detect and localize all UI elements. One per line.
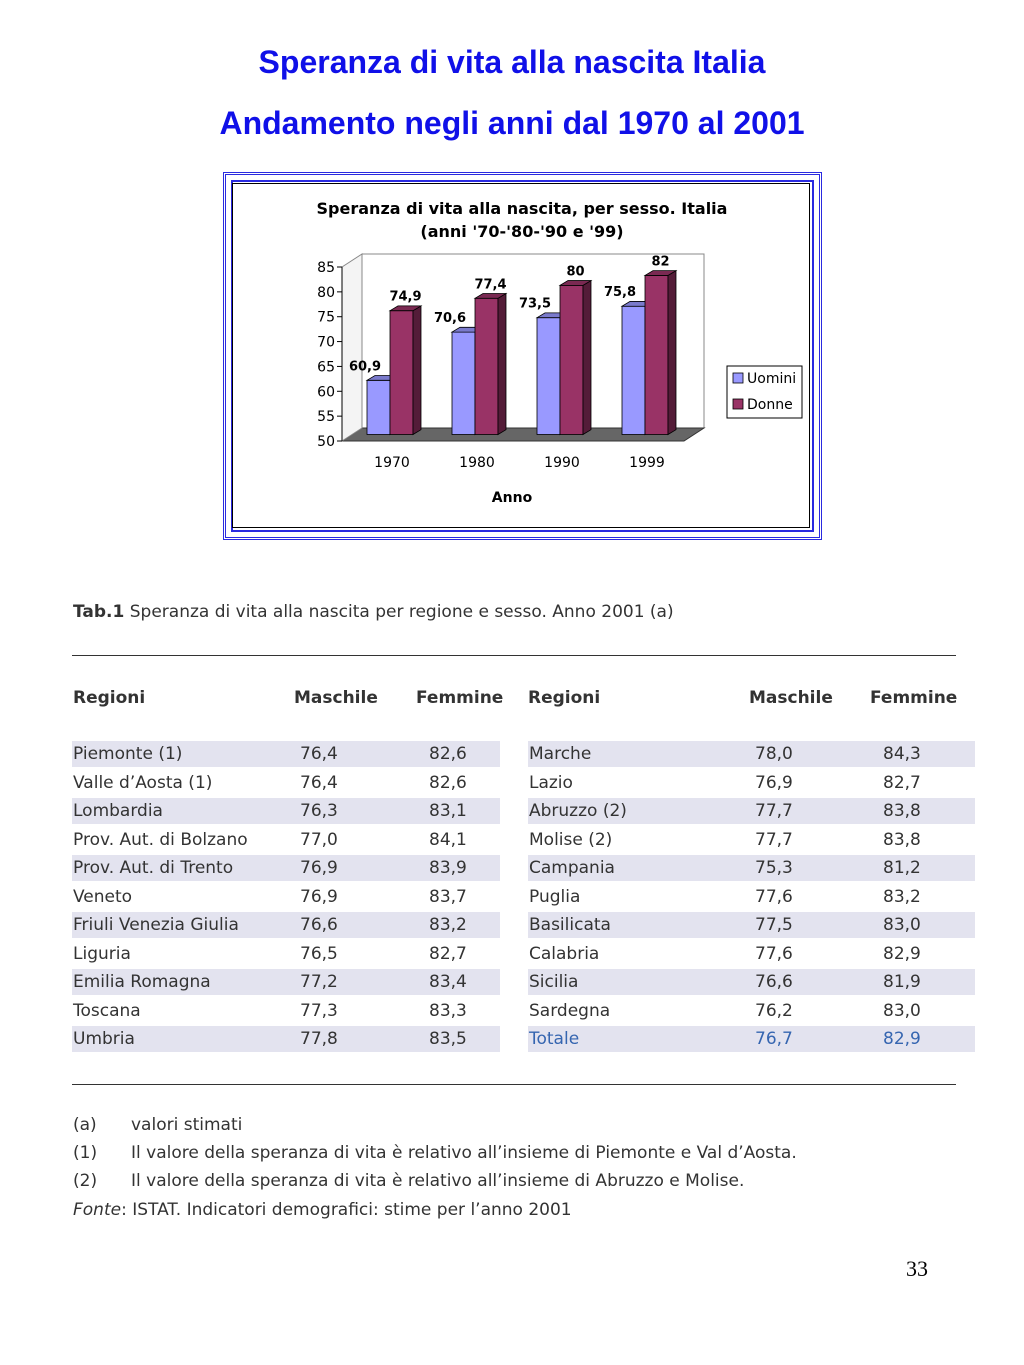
cell-male: 76,9 — [300, 858, 338, 878]
cell-region: Umbria — [73, 1029, 135, 1049]
x-tick-label: 1999 — [629, 455, 665, 471]
table-row — [72, 969, 500, 995]
cell-female: 83,0 — [883, 915, 921, 935]
cell-region: Marche — [529, 744, 592, 764]
y-tick-label: 50 — [317, 434, 335, 450]
x-tick-label: 1970 — [374, 455, 410, 471]
footnote — [73, 1115, 923, 1137]
cell-female: 82,9 — [883, 943, 921, 964]
x-tick-label: 1980 — [459, 455, 495, 471]
cell-region: Sardegna — [529, 1000, 611, 1021]
data-label: 75,8 — [603, 285, 637, 301]
legend-swatch — [733, 373, 743, 383]
cell-female: 83,0 — [883, 1000, 921, 1021]
y-tick-label: 70 — [317, 334, 335, 351]
cell-region: Totale — [529, 1029, 580, 1049]
source-label: Fonte — [73, 1200, 122, 1220]
table-row — [72, 1026, 500, 1052]
table-row — [528, 741, 975, 767]
cell-male: 76,2 — [755, 1000, 793, 1021]
cell-male: 77,2 — [300, 972, 338, 992]
cell-male: 75,3 — [755, 858, 793, 878]
table-row — [528, 969, 975, 995]
data-label: 82 — [651, 254, 670, 270]
table-row — [528, 855, 975, 881]
page-subtitle: Andamento negli anni dal 1970 al 2001 — [219, 105, 805, 141]
cell-region: Prov. Aut. di Bolzano — [73, 829, 248, 850]
table-row — [528, 884, 975, 910]
y-tick-label: 85 — [317, 260, 335, 276]
y-tick-label: 75 — [317, 309, 335, 326]
header-maschile-right: Maschile — [749, 688, 833, 708]
page-number: 33 — [906, 1256, 928, 1281]
cell-female: 83,5 — [429, 1029, 467, 1049]
header-regioni-right: Regioni — [528, 688, 601, 708]
cell-female: 83,7 — [429, 886, 467, 907]
legend-label: Donne — [747, 397, 793, 413]
cell-region: Lombardia — [73, 801, 163, 821]
cell-male: 78,0 — [755, 744, 793, 764]
cell-male: 76,4 — [300, 744, 338, 764]
footnote-mark: (2) — [73, 1171, 98, 1191]
table-label: Tab.1 — [73, 602, 125, 622]
y-tick-label: 60 — [317, 384, 335, 401]
bar-donne — [475, 298, 498, 434]
chart-title: Speranza di vita alla nascita, per sesso. Italia — [316, 199, 728, 218]
table-row — [528, 941, 975, 967]
footnote-text: Il valore della speranza di vita è relativo all’insieme di Piemonte e Val d’Aosta. — [131, 1143, 797, 1163]
cell-region: Campania — [529, 858, 615, 878]
y-tick-label: 55 — [317, 409, 335, 426]
cell-female: 84,1 — [429, 829, 467, 850]
cell-female: 84,3 — [883, 744, 921, 764]
cell-male: 77,7 — [755, 801, 793, 821]
x-tick-label: 1990 — [544, 455, 580, 471]
cell-region: Toscana — [73, 1000, 141, 1021]
cell-region: Friuli Venezia Giulia — [73, 915, 239, 935]
table-top-rule — [72, 655, 956, 656]
bar-side — [668, 271, 676, 435]
cell-male: 76,7 — [755, 1029, 793, 1049]
legend-label: Uomini — [747, 371, 797, 387]
cell-region: Sicilia — [529, 972, 579, 992]
table-row — [72, 912, 500, 938]
bar-uomini — [622, 306, 645, 434]
bar-uomini — [452, 332, 475, 434]
cell-female: 83,8 — [883, 829, 921, 850]
cell-region: Lazio — [529, 772, 573, 793]
cell-male: 76,5 — [300, 943, 338, 964]
bar-side — [498, 293, 506, 434]
table-row-total — [528, 1026, 975, 1052]
cell-male: 77,5 — [755, 915, 793, 935]
bar-donne — [390, 311, 413, 435]
table-row — [72, 798, 500, 824]
table-row — [528, 827, 975, 853]
table-row — [72, 741, 500, 767]
cell-female: 82,6 — [429, 744, 467, 764]
table-row — [72, 884, 500, 910]
x-axis-title: Anno — [491, 490, 533, 506]
cell-male: 77,7 — [755, 829, 793, 850]
data-label: 73,5 — [518, 296, 552, 312]
chart-side-wall — [342, 254, 362, 441]
cell-male: 76,6 — [300, 915, 338, 935]
footnote — [73, 1143, 923, 1165]
bar-uomini — [367, 380, 390, 434]
table-row — [72, 770, 500, 796]
cell-region: Emilia Romagna — [73, 972, 211, 992]
footnote — [73, 1171, 923, 1193]
cell-female: 83,3 — [429, 1000, 467, 1021]
table-row — [528, 912, 975, 938]
y-tick-label: 65 — [317, 359, 335, 376]
cell-female: 83,4 — [429, 972, 467, 992]
cell-male: 76,4 — [300, 772, 338, 793]
table-bottom-rule — [72, 1084, 956, 1085]
bar-side — [413, 306, 421, 435]
data-label: 80 — [566, 264, 585, 280]
table-row — [528, 998, 975, 1024]
cell-male: 76,3 — [300, 801, 338, 821]
cell-male: 77,6 — [755, 886, 793, 907]
cell-female: 81,2 — [883, 858, 921, 878]
bar-donne — [560, 285, 583, 434]
bar-side — [583, 281, 591, 435]
cell-female: 82,9 — [883, 1029, 921, 1049]
cell-female: 82,7 — [429, 943, 467, 964]
cell-female: 83,9 — [429, 858, 467, 878]
chart-subtitle: (anni '70-'80-'90 e '99) — [420, 222, 624, 241]
footnote-text: Il valore della speranza di vita è relativo all’insieme di Abruzzo e Molise. — [131, 1171, 745, 1191]
cell-male: 77,6 — [755, 943, 793, 964]
table-caption: Speranza di vita alla nascita per regione e sesso. Anno 2001 (a) — [129, 602, 674, 622]
data-label: 70,6 — [433, 311, 467, 327]
cell-male: 77,3 — [300, 1000, 338, 1021]
table-row — [72, 941, 500, 967]
header-femmine-right: Femmine — [870, 688, 958, 708]
table-row — [528, 770, 975, 796]
header-regioni-left: Regioni — [73, 688, 146, 708]
cell-region: Puglia — [529, 886, 581, 907]
footnote-mark: (1) — [73, 1143, 98, 1163]
bar-donne — [645, 275, 668, 434]
legend-swatch — [733, 399, 743, 409]
data-label: 74,9 — [389, 289, 422, 305]
footnote-text: valori stimati — [131, 1115, 243, 1135]
footnote-mark: (a) — [73, 1115, 97, 1135]
cell-female: 83,2 — [883, 886, 921, 907]
source-note — [73, 1200, 572, 1220]
cell-male: 76,6 — [755, 972, 793, 992]
page-title: Speranza di vita alla nascita Italia — [258, 44, 766, 80]
table-row — [72, 827, 500, 853]
table-row — [72, 855, 500, 881]
cell-female: 81,9 — [883, 972, 921, 992]
cell-male: 77,0 — [300, 829, 338, 850]
cell-female: 83,8 — [883, 801, 921, 821]
bar-chart — [232, 183, 810, 528]
cell-region: Basilicata — [529, 915, 611, 935]
cell-region: Abruzzo (2) — [529, 801, 627, 821]
cell-region: Molise (2) — [529, 829, 613, 850]
cell-male: 77,8 — [300, 1029, 338, 1049]
cell-female: 83,1 — [429, 801, 467, 821]
y-tick-label: 80 — [317, 284, 335, 301]
cell-region: Piemonte (1) — [73, 744, 183, 764]
header-maschile-left: Maschile — [294, 688, 378, 708]
data-label: 60,9 — [348, 359, 382, 375]
cell-region: Veneto — [73, 886, 133, 907]
cell-male: 76,9 — [755, 772, 793, 793]
bar-uomini — [537, 318, 560, 435]
cell-female: 82,7 — [883, 772, 921, 793]
source-text: : ISTAT. Indicatori demografici: stime per l’anno 2001 — [121, 1200, 572, 1220]
table-row — [528, 798, 975, 824]
cell-region: Liguria — [73, 943, 131, 964]
cell-male: 76,9 — [300, 886, 338, 907]
data-label: 77,4 — [474, 277, 507, 293]
cell-female: 82,6 — [429, 772, 467, 793]
cell-female: 83,2 — [429, 915, 467, 935]
header-femmine-left: Femmine — [416, 688, 504, 708]
cell-region: Prov. Aut. di Trento — [73, 858, 234, 878]
cell-region: Calabria — [529, 943, 600, 964]
table-title — [73, 602, 674, 622]
cell-region: Valle d’Aosta (1) — [73, 772, 213, 793]
table-row — [72, 998, 500, 1024]
